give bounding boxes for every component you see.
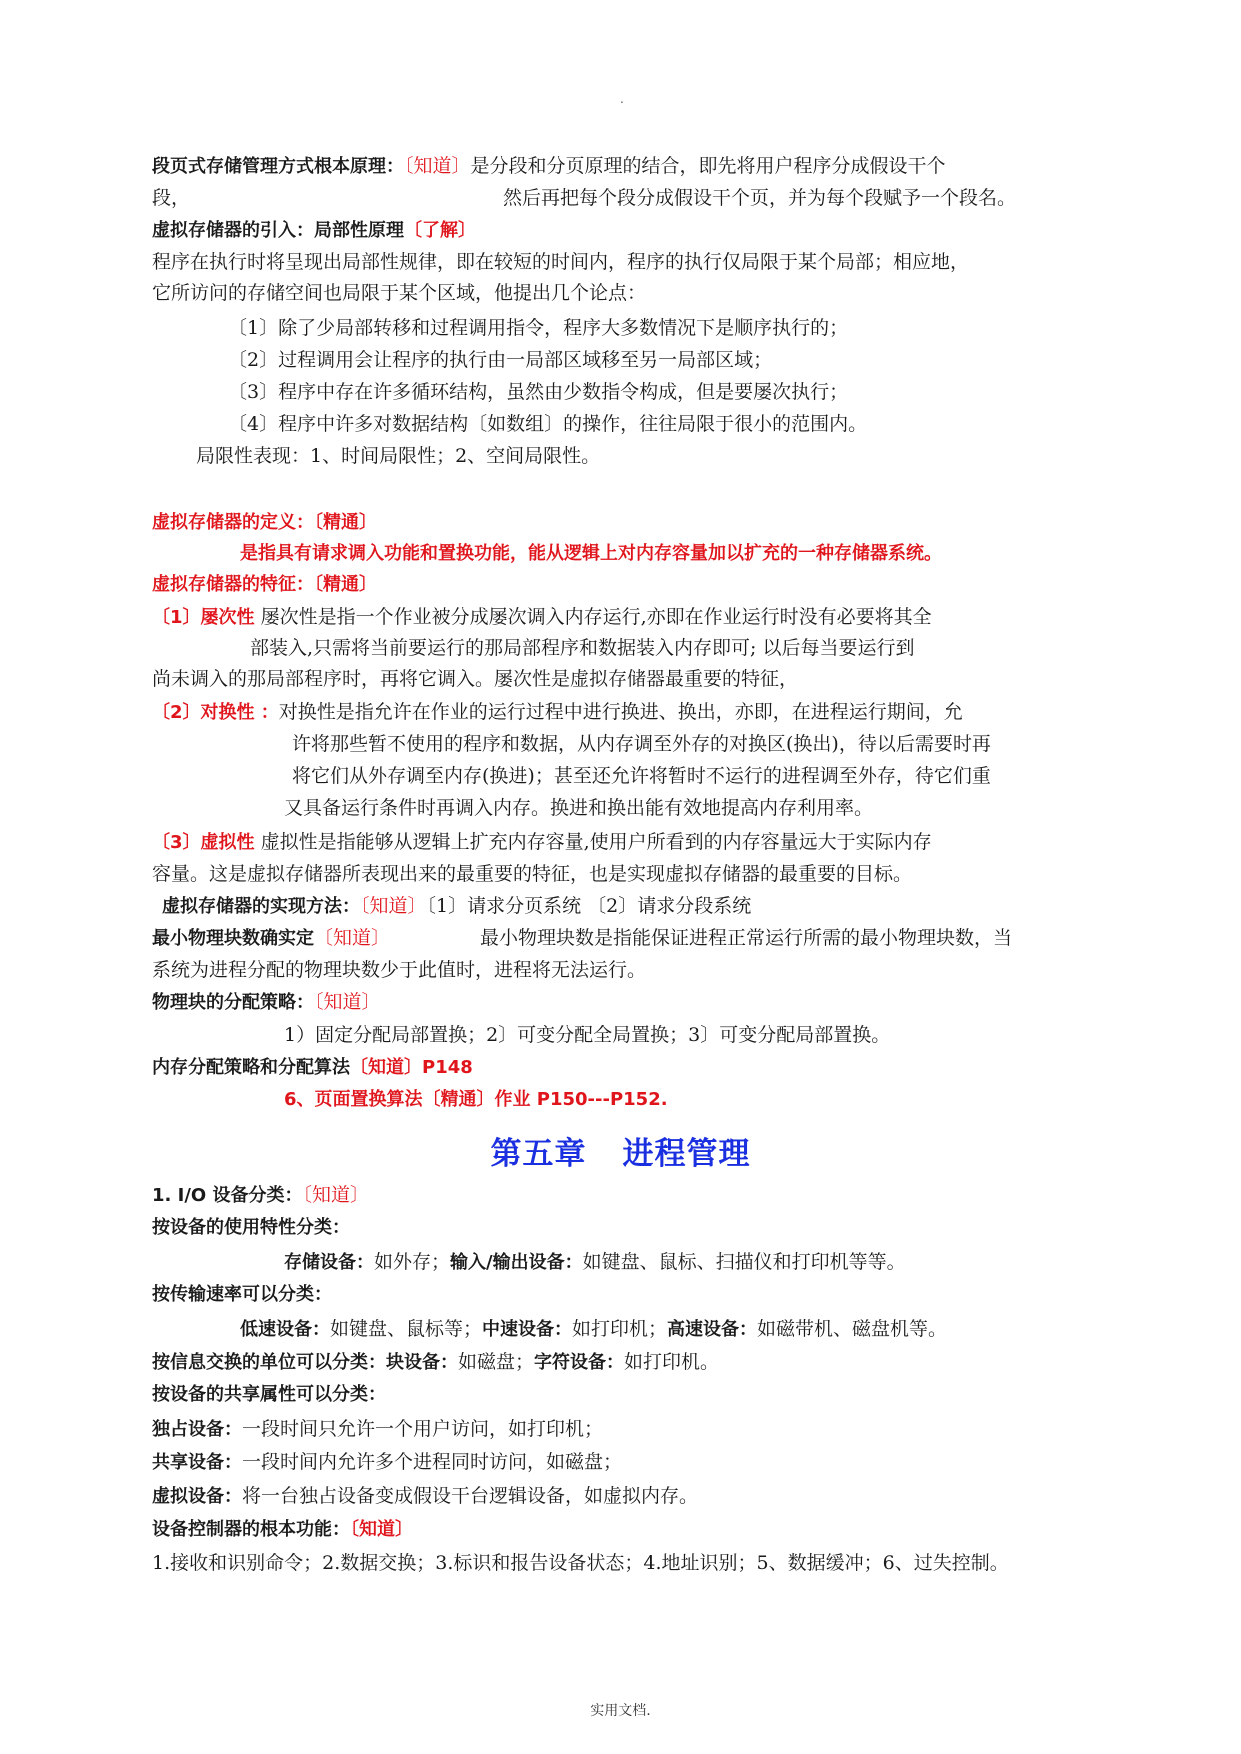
vm-definition-heading: 虚拟存储器的定义：〔精通〕	[152, 512, 377, 533]
by-unit-line	[152, 1350, 719, 1375]
mid-speed-text: 如打印机；	[572, 1318, 668, 1340]
feature-3-line2: 容量。这是虚拟存储器所表现出来的最重要的特征，也是实现虚拟存储器的最重要的目标。	[152, 863, 913, 885]
page-footer: 实用文档.	[590, 1703, 651, 1719]
know-tag: 〔知道〕	[314, 927, 391, 949]
feature-3-text: 虚拟性是指能够从逻辑上扩充内存容量,使用户所看到的内存容量远大于实际内存	[254, 831, 932, 853]
locality-point-3: 〔3〕程序中存在许多循环结构，虽然由少数指令构成，但是要屡次执行；	[228, 381, 849, 403]
vm-features-heading: 虚拟存储器的特征：〔精通〕	[152, 574, 377, 595]
know-tag: 〔知道〕P148	[350, 1057, 473, 1078]
locality-paragraph-line1: 程序在执行时将呈现出局部性规律，即在较短的时间内，程序的执行仅局限于某个局部；相应地，	[152, 251, 970, 273]
page-top-mark: .	[620, 92, 624, 106]
chapter-name: 进程管理	[622, 1136, 751, 1172]
segment-page-principle-line2a: 段，	[152, 187, 191, 209]
vm-implementation-line	[162, 894, 751, 919]
storage-label: 存储设备：	[284, 1252, 374, 1273]
exclusive-label: 独占设备：	[152, 1419, 242, 1440]
low-speed-text: 如键盘、鼠标等；	[330, 1318, 483, 1340]
alloc-heading: 物理块的分配策略：	[152, 992, 314, 1013]
shared-text: 一段时间内允许多个进程同时访问，如磁盘；	[242, 1451, 623, 1473]
locality-paragraph-line2: 它所访问的存储空间也局限于某个区域，他提出几个论点：	[152, 282, 647, 304]
by-rate-line	[240, 1317, 947, 1342]
locality-point-4: 〔4〕程序中许多对数据结构〔如数组〕的操作，往往局限于很小的范围内。	[228, 413, 868, 435]
controller-heading: 设备控制器的根本功能：	[152, 1519, 350, 1540]
feature-1-label: 〔1〕屡次性	[152, 607, 255, 628]
feature-1-text: 屡次性是指一个作业被分成屡次调入内存运行,亦即在作业运行时没有必要将其全	[254, 606, 932, 628]
io-classification-heading	[152, 1183, 369, 1208]
io-device-text: 如键盘、鼠标、扫描仪和打印机等等。	[582, 1251, 906, 1273]
mid-speed-label: 中速设备：	[482, 1319, 573, 1340]
understand-tag: 〔了解〕	[404, 220, 476, 241]
know-tag: 〔知道〕	[350, 1519, 413, 1540]
know-tag: 〔知道〕	[404, 155, 471, 177]
mem-heading: 内存分配策略和分配算法	[152, 1057, 350, 1078]
page-replacement-line: 6、页面置换算法〔精通〕作业 P150---P152.	[284, 1089, 668, 1110]
impl-text: 〔1〕请求分页系统 〔2〕请求分段系统	[426, 895, 752, 917]
segment-page-text: 是分段和分页原理的结合，即先将用户程序分成假设干个	[470, 155, 946, 177]
impl-heading: 虚拟存储器的实现方法：	[162, 896, 360, 917]
feature-2-line4: 又具备运行条件时再调入内存。换进和换出能有效地提高内存利用率。	[284, 797, 874, 819]
feature-2-line1	[152, 700, 963, 725]
io-heading: 1. I/O 设备分类：	[152, 1185, 303, 1206]
virtual-label: 虚拟设备：	[152, 1486, 242, 1507]
locality-point-2: 〔2〕过程调用会让程序的执行由一局部区域移至另一局部区域；	[228, 349, 773, 371]
block-device-text: 如磁盘；	[458, 1351, 535, 1373]
by-use-line	[284, 1250, 906, 1275]
by-unit-heading: 按信息交换的单位可以分类：	[152, 1352, 386, 1373]
feature-3-line1	[152, 830, 932, 855]
shared-device-line	[152, 1450, 622, 1475]
block-allocation-heading-line	[152, 990, 381, 1015]
high-speed-label: 高速设备：	[667, 1319, 758, 1340]
controller-functions: 1.接收和识别命令；2.数据交换；3.标识和报告设备状态；4.地址识别；5、数据缓冲；6、过失控制。	[152, 1552, 1009, 1574]
feature-2-line2: 许将那些暂不使用的程序和数据，从内存调至外存的对换区(换出)，待以后需要时再	[292, 733, 991, 755]
know-tag: 〔知道〕	[314, 991, 381, 1013]
feature-3-label: 〔3〕虚拟性	[152, 832, 255, 853]
feature-2-line3: 将它们从外存调至内存(换进)；甚至还允许将暂时不运行的进程调至外存，待它们重	[292, 765, 991, 787]
block-allocation-text: 1）固定分配局部置换；2〕可变分配全局置换；3〕可变分配局部置换。	[284, 1024, 891, 1046]
by-rate-heading: 按传输速率可以分类：	[152, 1284, 332, 1305]
virtual-memory-intro-heading	[152, 218, 476, 243]
feature-2-label: 〔2〕对换性 ：	[152, 702, 279, 723]
know-tag: 〔知道〕	[360, 895, 427, 917]
min-block-heading: 最小物理块数确实定	[152, 928, 314, 949]
exclusive-device-line	[152, 1417, 603, 1442]
storage-text: 如外存；	[374, 1251, 451, 1273]
memory-allocation-line	[152, 1055, 473, 1080]
char-device-text: 如打印机。	[624, 1351, 720, 1373]
feature-1-line1	[152, 605, 932, 630]
feature-1-line2: 部装入,只需将当前要运行的那局部程序和数据装入内存即可; 以后每当要运行到	[250, 637, 915, 659]
shared-label: 共享设备：	[152, 1452, 242, 1473]
high-speed-text: 如磁带机、磁盘机等。	[757, 1318, 948, 1340]
feature-1-line3: 尚未调入的那局部程序时，再将它调入。屡次性是虚拟存储器最重要的特征，	[152, 668, 799, 690]
by-use-heading: 按设备的使用特性分类：	[152, 1217, 350, 1238]
by-share-heading: 按设备的共享属性可以分类：	[152, 1384, 386, 1405]
segment-page-principle-line2b: 然后再把每个段分成假设干个页，并为每个段赋予一个段名。	[503, 187, 1017, 209]
low-speed-label: 低速设备：	[240, 1319, 330, 1340]
chapter-title	[0, 1128, 1241, 1173]
exclusive-text: 一段时间只允许一个用户访问，如打印机；	[242, 1418, 604, 1440]
know-tag: 〔知道〕	[302, 1184, 369, 1206]
intro-heading-text: 虚拟存储器的引入：局部性原理	[152, 220, 404, 241]
feature-2-text: 对换性是指允许在作业的运行过程中进行换进、换出，亦即，在进程运行期间，允	[278, 701, 963, 723]
min-block-text1: 最小物理块数是指能保证进程正常运行所需的最小物理块数，当	[480, 927, 1013, 949]
locality-manifestation: 局限性表现：1、时间局限性；2、空间局限性。	[196, 445, 601, 467]
virtual-device-line	[152, 1484, 698, 1509]
chapter-number: 第五章	[490, 1136, 587, 1172]
block-device-label: 块设备：	[386, 1352, 458, 1373]
virtual-text: 将一台独占设备变成假设干台逻辑设备，如虚拟内存。	[242, 1485, 699, 1507]
locality-point-1: 〔1〕除了少局部转移和过程调用指令，程序大多数情况下是顺序执行的；	[228, 317, 849, 339]
segment-page-principle-line1	[152, 154, 946, 179]
io-device-label: 输入/输出设备：	[450, 1252, 583, 1273]
segment-page-heading: 段页式存储管理方式根本原理：	[152, 156, 404, 177]
min-block-text2: 系统为进程分配的物理块数少于此值时，进程将无法运行。	[152, 959, 647, 981]
vm-definition-text: 是指具有请求调入功能和置换功能，能从逻辑上对内存容量加以扩充的一种存储器系统。	[240, 543, 942, 564]
min-block-line1	[152, 926, 390, 951]
char-device-label: 字符设备：	[534, 1352, 625, 1373]
controller-heading-line	[152, 1517, 413, 1542]
